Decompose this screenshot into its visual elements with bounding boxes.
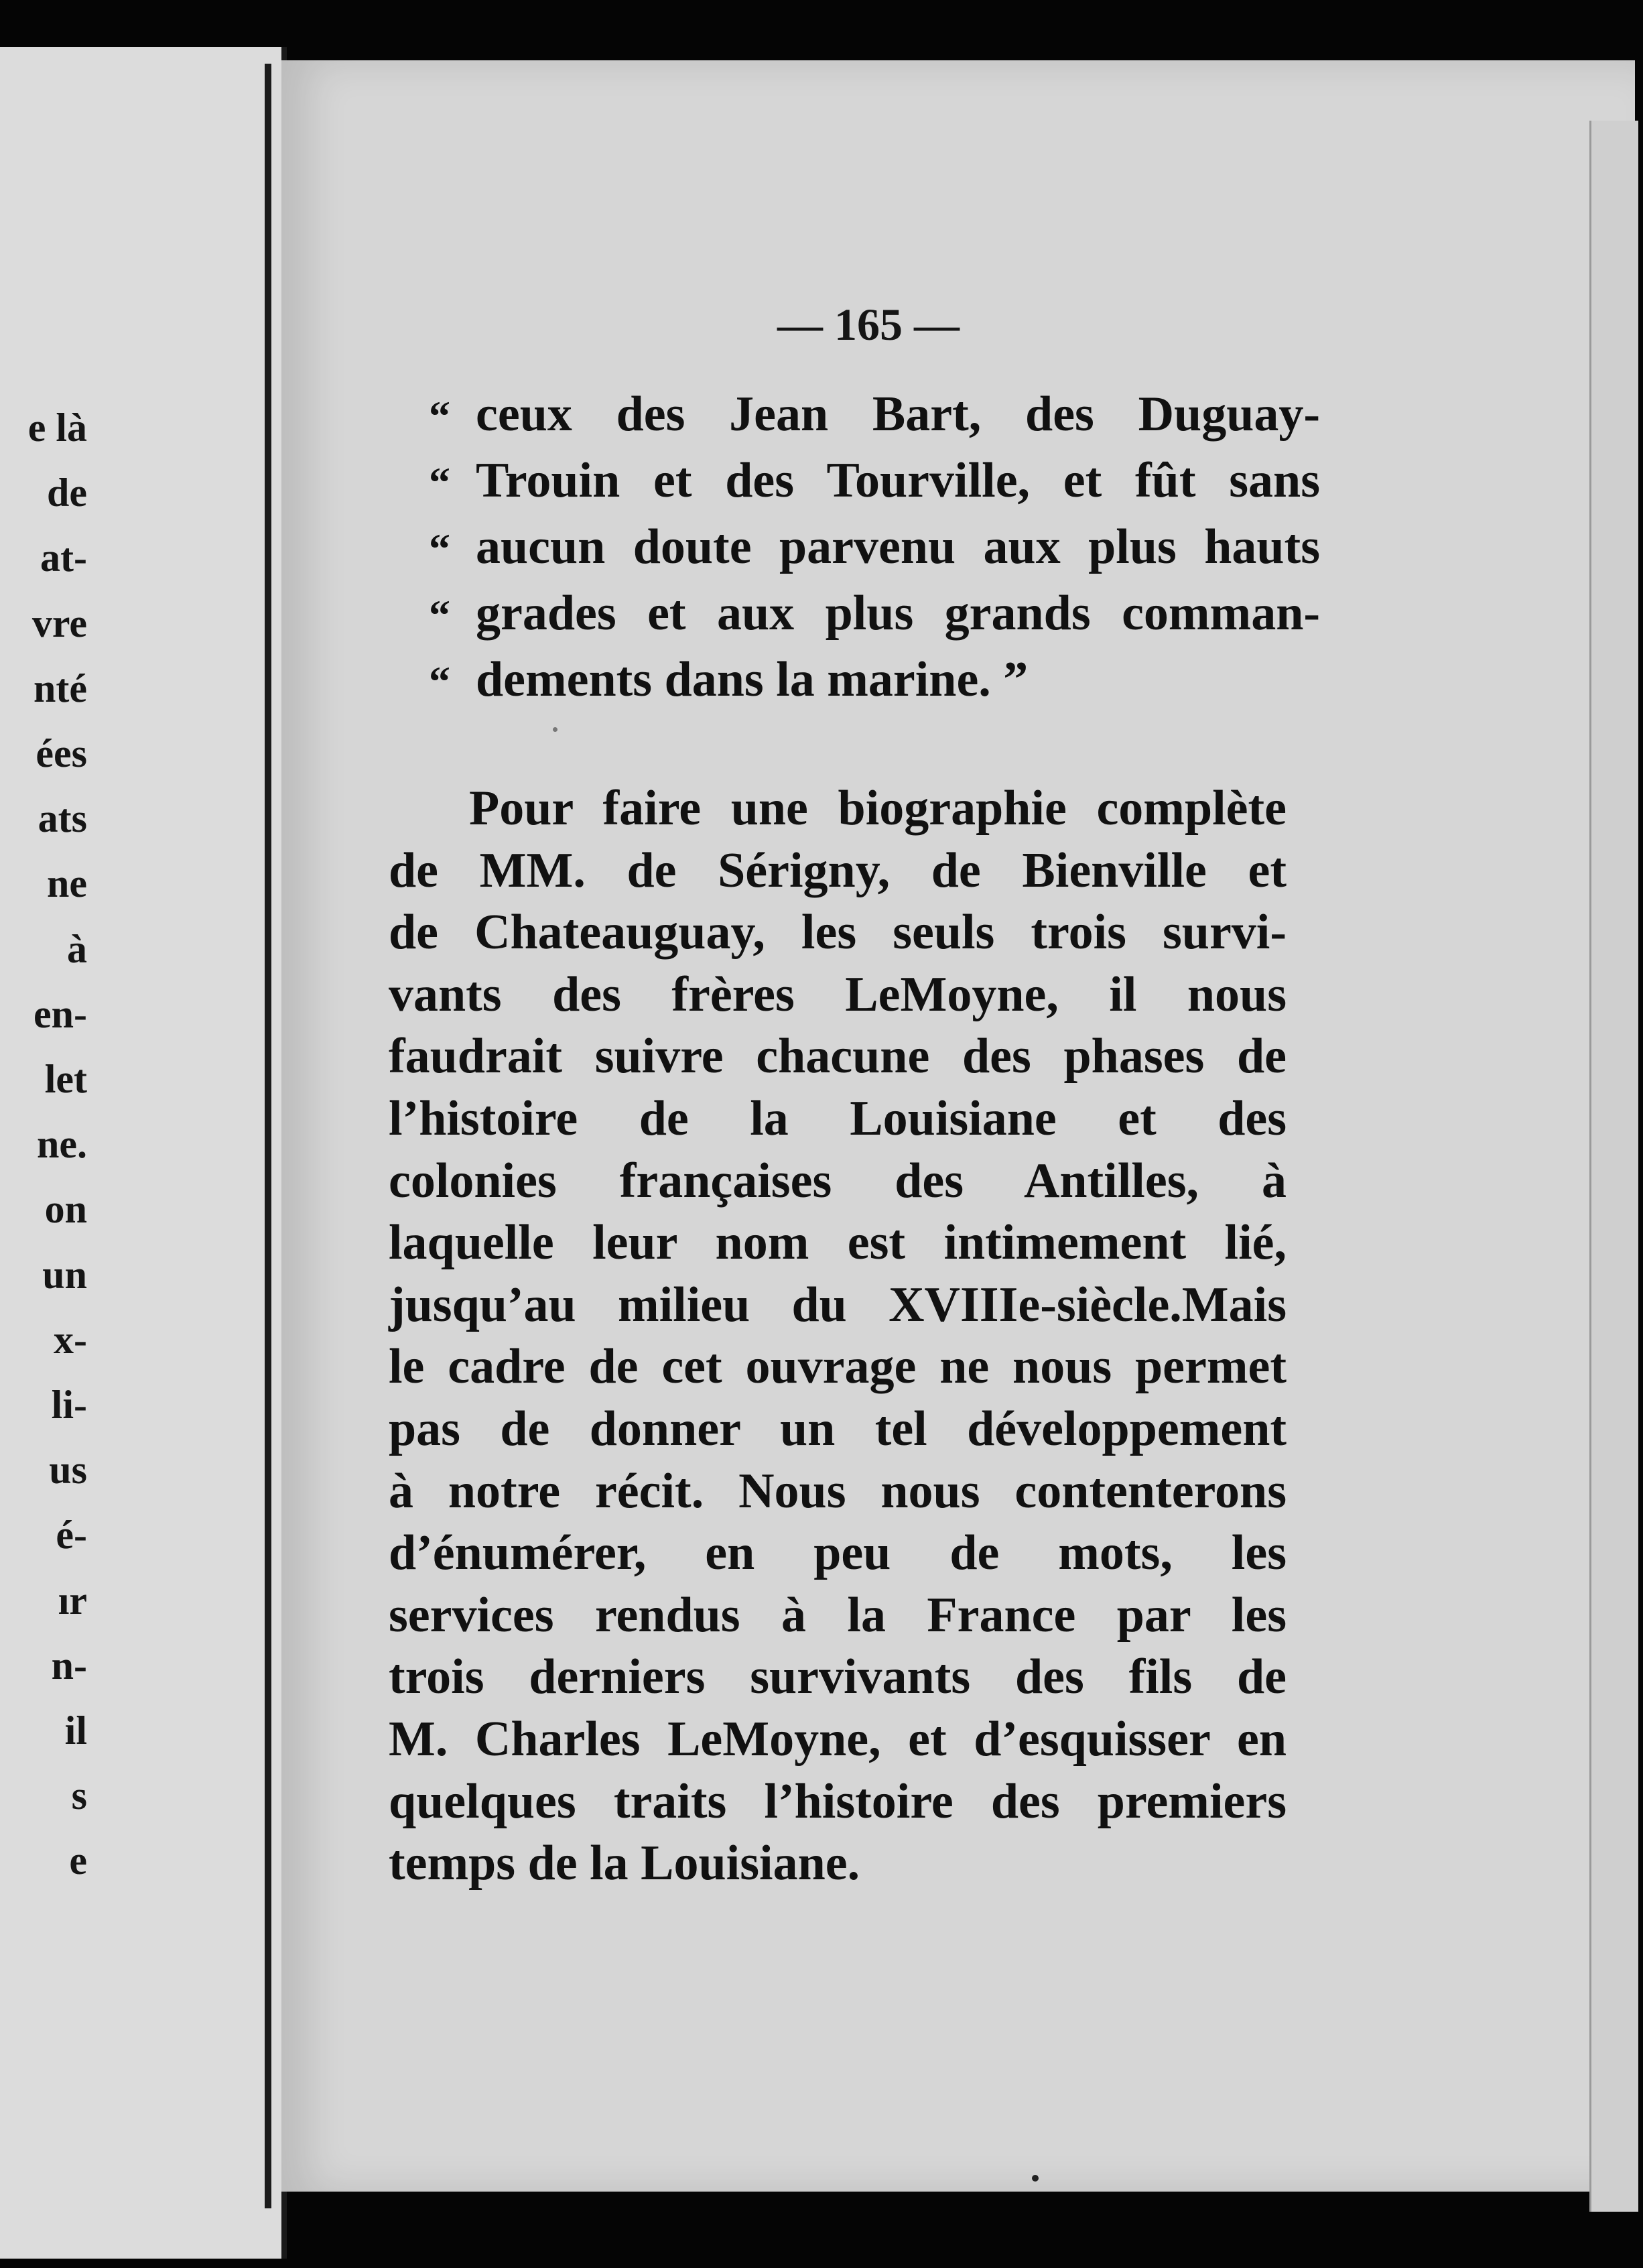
text-fragment: de (47, 470, 87, 515)
previous-page-text (0, 395, 87, 1894)
text-fragment: s (71, 1773, 87, 1818)
ink-speck (553, 727, 557, 732)
paragraph-line: M. Charles LeMoyne, et d’esquisser en (389, 1711, 1287, 1767)
paragraph-line: le cadre de cet ouvrage ne nous permet (389, 1339, 1287, 1395)
paragraph-line: jusqu’au milieu du XVIIIe-siècle.Mais (389, 1277, 1287, 1332)
quotation-block (429, 382, 1320, 714)
text-fragment: li- (51, 1383, 87, 1428)
paragraph-line: pas de donner un tel développement (389, 1401, 1287, 1456)
text-fragment: at- (40, 536, 87, 580)
paragraph-line: d’énumérer, en peu de mots, les (389, 1525, 1287, 1581)
text-fragment: en- (34, 991, 87, 1036)
paragraph-line: colonies françaises des Antilles, à (389, 1153, 1287, 1208)
quote-mark: “ (429, 458, 450, 506)
text-fragment: n- (51, 1643, 87, 1688)
text-fragment: il (64, 1708, 87, 1753)
quote-text: aucun doute parvenu aux plus hauts (476, 519, 1320, 574)
paragraph-line: de MM. de Sérigny, de Bienville et (389, 842, 1287, 898)
text-fragment: e (69, 1838, 87, 1883)
quote-text: ceux des Jean Bart, des Duguay- (476, 387, 1320, 442)
text-fragment: ées (36, 731, 87, 776)
text-fragment: un (42, 1252, 87, 1297)
paragraph-line: laquelle leur nom est intimement lié, (389, 1215, 1287, 1271)
quote-line (429, 448, 1320, 515)
quote-text: Trouin et des Tourville, et fût sans (476, 453, 1320, 508)
paragraph-line: quelques traits l’histoire des premiers (389, 1773, 1287, 1829)
quote-line (429, 515, 1320, 581)
paragraph-line: temps de la Louisiane. (389, 1836, 860, 1891)
paragraph-line: l’histoire de la Louisiane et des (389, 1090, 1287, 1146)
text-fragment: é- (56, 1513, 87, 1558)
quote-mark: “ (429, 591, 450, 639)
paragraph-line: faudrait suivre chacune des phases de (389, 1029, 1287, 1084)
paragraph-line: à notre récit. Nous nous contenterons (389, 1463, 1287, 1519)
quote-line (429, 581, 1320, 647)
binding-gutter (265, 64, 271, 2208)
paragraph-line: services rendus à la France par les (389, 1587, 1287, 1643)
quote-mark: “ (429, 657, 450, 705)
paragraph-line: de Chateauguay, les seuls trois survi- (389, 905, 1287, 960)
ink-speck (1032, 2175, 1039, 2182)
paragraph-line: Pour faire une biographie complète (469, 781, 1287, 836)
page-number: — 165 — (777, 299, 960, 350)
text-fragment: nté (34, 666, 87, 710)
quote-text: grades et aux plus grands comman- (476, 586, 1320, 641)
quote-line (429, 647, 1320, 714)
text-fragment: ır (58, 1578, 87, 1623)
text-fragment: let (44, 1057, 87, 1102)
text-fragment: us (49, 1448, 87, 1493)
text-fragment: ats (38, 796, 87, 841)
body-paragraph (389, 777, 1287, 1895)
text-fragment: à (67, 926, 87, 971)
quote-line (429, 382, 1320, 448)
quote-mark: “ (429, 392, 450, 440)
quote-mark: “ (429, 525, 450, 572)
paragraph-line: vants des frères LeMoyne, il nous (389, 966, 1287, 1022)
page-edge (1589, 121, 1638, 2212)
text-fragment: x- (54, 1317, 87, 1362)
text-fragment: ne (47, 861, 87, 906)
text-fragment: ne. (37, 1122, 87, 1167)
paragraph-line: trois derniers survivants des fils de (389, 1649, 1287, 1705)
text-fragment: on (44, 1187, 87, 1232)
text-fragment: vre (31, 601, 87, 645)
quote-text: dements dans la marine. ” (476, 652, 1029, 707)
text-fragment: e là (27, 405, 87, 450)
